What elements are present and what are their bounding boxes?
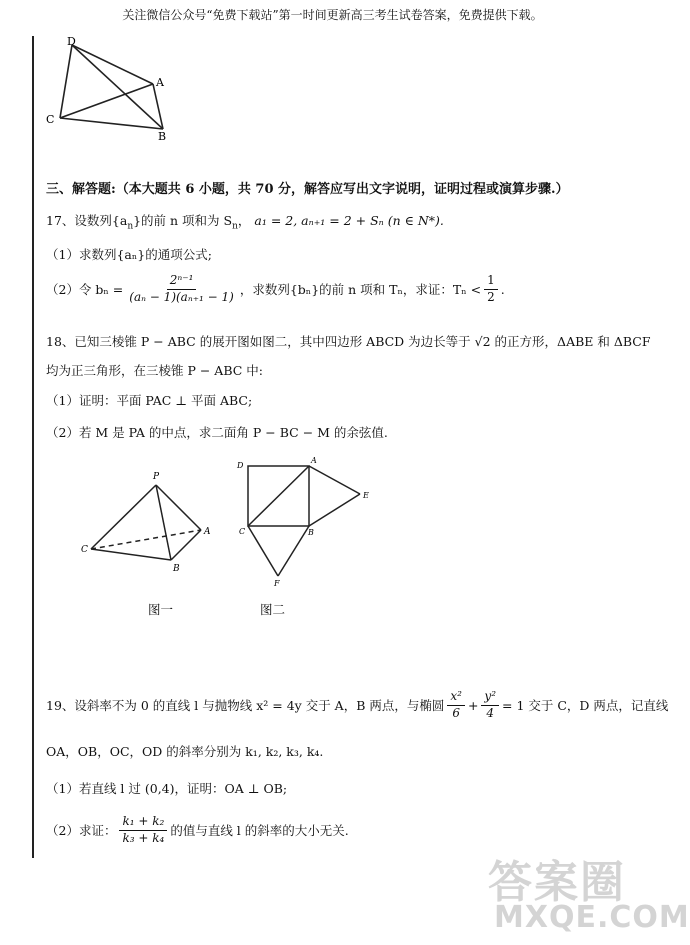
net-label-c: C	[239, 527, 246, 536]
quadrilateral-figure	[40, 34, 180, 144]
figure1-caption: 图一	[148, 602, 174, 617]
q17-part1: （1）求数列{aₙ}的通项公式;	[46, 247, 212, 262]
q19-p2-post: 的值与直线 l 的斜率的大小无关.	[170, 823, 349, 839]
q19-y-fraction	[481, 690, 499, 721]
q19-line1-b: = 1 交于 C，D 两点，记直线	[502, 698, 669, 714]
net-label-d: D	[237, 461, 244, 470]
watermark-url: MXQE.COM	[494, 900, 690, 935]
q17-p2-pre: （2）令 bₙ =	[46, 282, 124, 298]
q19-k-numerator: k₁ + k₂	[119, 815, 167, 831]
margin-rule	[32, 36, 34, 858]
q19-plus: +	[467, 697, 479, 713]
tetra-label-p: P	[153, 472, 160, 482]
q19-line2: OA，OB，OC，OD 的斜率分别为 k₁, k₂, k₃, k₄.	[46, 744, 324, 759]
q19-k-denominator: k₃ + k₄	[122, 830, 165, 845]
q19-part1: （1）若直线 l 过 (0,4)，证明：OA ⊥ OB;	[46, 781, 288, 796]
q17-half-numerator: 1	[484, 274, 498, 290]
watermark-logo: 答案圈	[488, 857, 626, 908]
q19-x-fraction	[447, 690, 465, 721]
q17-bn-numerator: 2ⁿ⁻¹	[167, 274, 197, 290]
q18-line2: 均为正三角形，在三棱锥 P − ABC 中:	[46, 363, 263, 378]
vertex-label-a: A	[156, 76, 164, 89]
figure2-caption: 图二	[260, 602, 286, 617]
q17-bn-denominator: (aₙ − 1)(aₙ₊₁ − 1)	[129, 289, 234, 304]
q17-bn-fraction	[126, 274, 237, 305]
q19-p2-pre: （2）求证：	[46, 823, 117, 839]
q17-stem-a: 17、设数列{a	[46, 213, 128, 228]
q19-line1-a: 19、设斜率不为 0 的直线 l 与抛物线 x² = 4y 交于 A，B 两点，与椭圆	[46, 698, 445, 714]
tetra-label-b: B	[173, 564, 180, 574]
q18-part2: （2）若 M 是 PA 的中点，求二面角 P − BC − M 的余弦值.	[46, 425, 388, 440]
net-label-e: E	[363, 491, 369, 500]
q17-stem-b: }的前 n 项和为 S	[133, 213, 233, 228]
q19-part2	[46, 815, 349, 846]
tetrahedron-figure	[78, 468, 218, 578]
q17-p2-mid: ，求数列{bₙ}的前 n 项和 Tₙ，求证：Tₙ <	[239, 282, 482, 298]
net-label-b: B	[308, 528, 314, 537]
q17-p2-end: .	[500, 281, 505, 297]
section-heading: 三、解答题:（本大题共 6 小题，共 70 分，解答应写出文字说明，证明过程或演算步骤.）	[46, 182, 569, 197]
vertex-label-d: D	[67, 35, 76, 48]
page-header: 关注微信公众号“免费下载站”第一时间更新高三考生试卷答案，免费提供下载。	[122, 8, 543, 22]
q18-part1: （1）证明：平面 PAC ⊥ 平面 ABC;	[46, 393, 253, 408]
net-label-f: F	[274, 579, 280, 588]
vertex-label-c: C	[46, 113, 55, 126]
tetra-label-a: A	[204, 527, 211, 537]
q17-part2	[46, 274, 505, 305]
q19-x-denominator: 6	[452, 705, 460, 720]
q17-stem: 17、设数列$\{a_n\}$的前 n 项和为 $S_n$， a₁ = 2, aₙ₊₁ = 2 + Sₙ (n ∈ N*).	[46, 213, 444, 232]
q17-half-fraction	[484, 274, 498, 305]
q18-line1: 18、已知三棱锥 P − ABC 的展开图如图二，其中四边形 ABCD 为边长等于 √2 的正方形，ΔABE 和 ΔBCF	[46, 334, 651, 349]
q19-y-denominator: 4	[486, 705, 495, 720]
q19-line1	[46, 690, 668, 721]
vertex-label-b: B	[158, 130, 167, 143]
q19-k-fraction	[119, 815, 167, 846]
q17-half-denominator: 2	[487, 289, 495, 304]
tetra-label-c: C	[81, 545, 88, 555]
q19-x-numerator: x²	[447, 690, 465, 706]
q19-y-numerator: y²	[481, 690, 499, 706]
net-label-a: A	[311, 456, 317, 465]
net-figure	[230, 452, 380, 592]
q17-condition: a₁ = 2, aₙ₊₁ = 2 + Sₙ (n ∈ N*).	[254, 213, 444, 228]
